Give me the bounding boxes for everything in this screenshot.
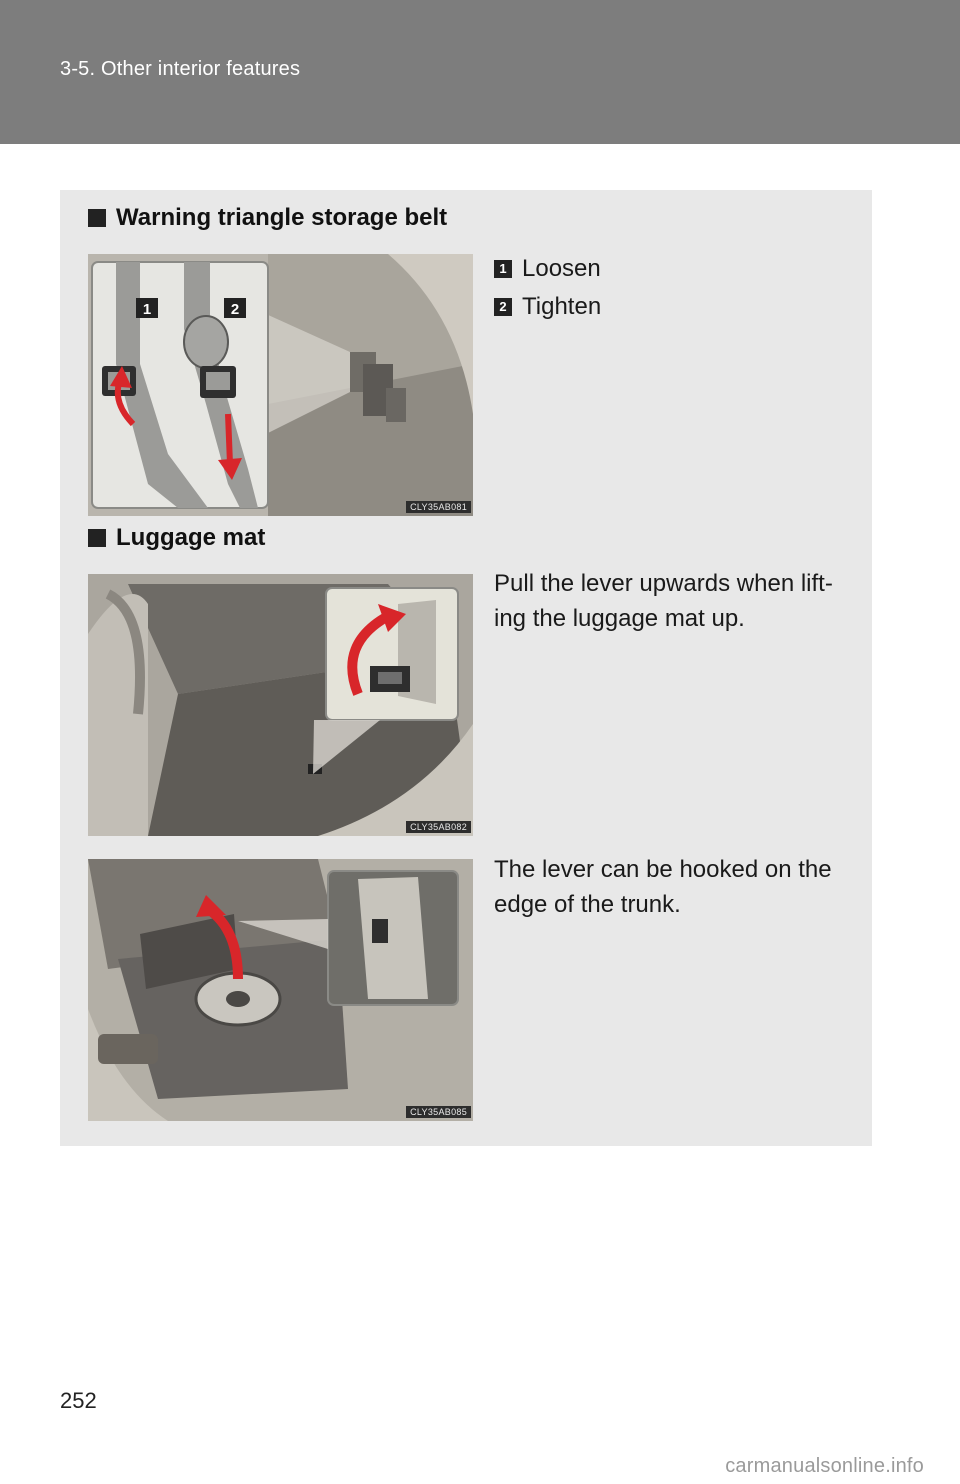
- square-bullet-icon: [88, 209, 106, 227]
- heading-text: Warning triangle storage belt: [116, 204, 448, 231]
- figure-storage-belt: [88, 254, 473, 516]
- svg-text:2: 2: [230, 301, 240, 318]
- callout-loosen: [494, 250, 601, 288]
- number-badge-icon: 2: [494, 298, 512, 316]
- section-title: 3-5. Other interior features: [60, 58, 301, 80]
- storage-belt-illustration: [88, 254, 473, 516]
- callout-list: [494, 250, 601, 326]
- heading-warning-triangle-belt: [88, 204, 447, 232]
- heading-luggage-mat: [88, 524, 265, 552]
- callout-tighten: [494, 288, 601, 326]
- figure-code: CLY35AB085: [406, 1106, 471, 1118]
- watermark: carmanualsonline.info: [725, 1455, 924, 1477]
- luggage-mat-instruction: Pull the lever upwards when lift-ing the luggage mat up.: [494, 570, 833, 632]
- page-number: 252: [60, 1388, 97, 1413]
- figure-code: CLY35AB081: [406, 501, 471, 513]
- luggage-mat-lever-illustration: [88, 574, 473, 836]
- heading-text: Luggage mat: [116, 524, 266, 551]
- lever-hooked-illustration: [88, 859, 473, 1121]
- callout-label: Tighten: [522, 293, 602, 320]
- figure-lever-hooked: [88, 859, 473, 1121]
- callout-label: Loosen: [522, 255, 601, 282]
- square-bullet-icon: [88, 529, 106, 547]
- figure-luggage-mat-lever: [88, 574, 473, 836]
- lever-hook-note: The lever can be hooked on the edge of the trunk.: [494, 856, 832, 918]
- number-badge-icon: 1: [494, 260, 512, 278]
- figure-code: CLY35AB082: [406, 821, 471, 833]
- svg-text:1: 1: [142, 301, 152, 318]
